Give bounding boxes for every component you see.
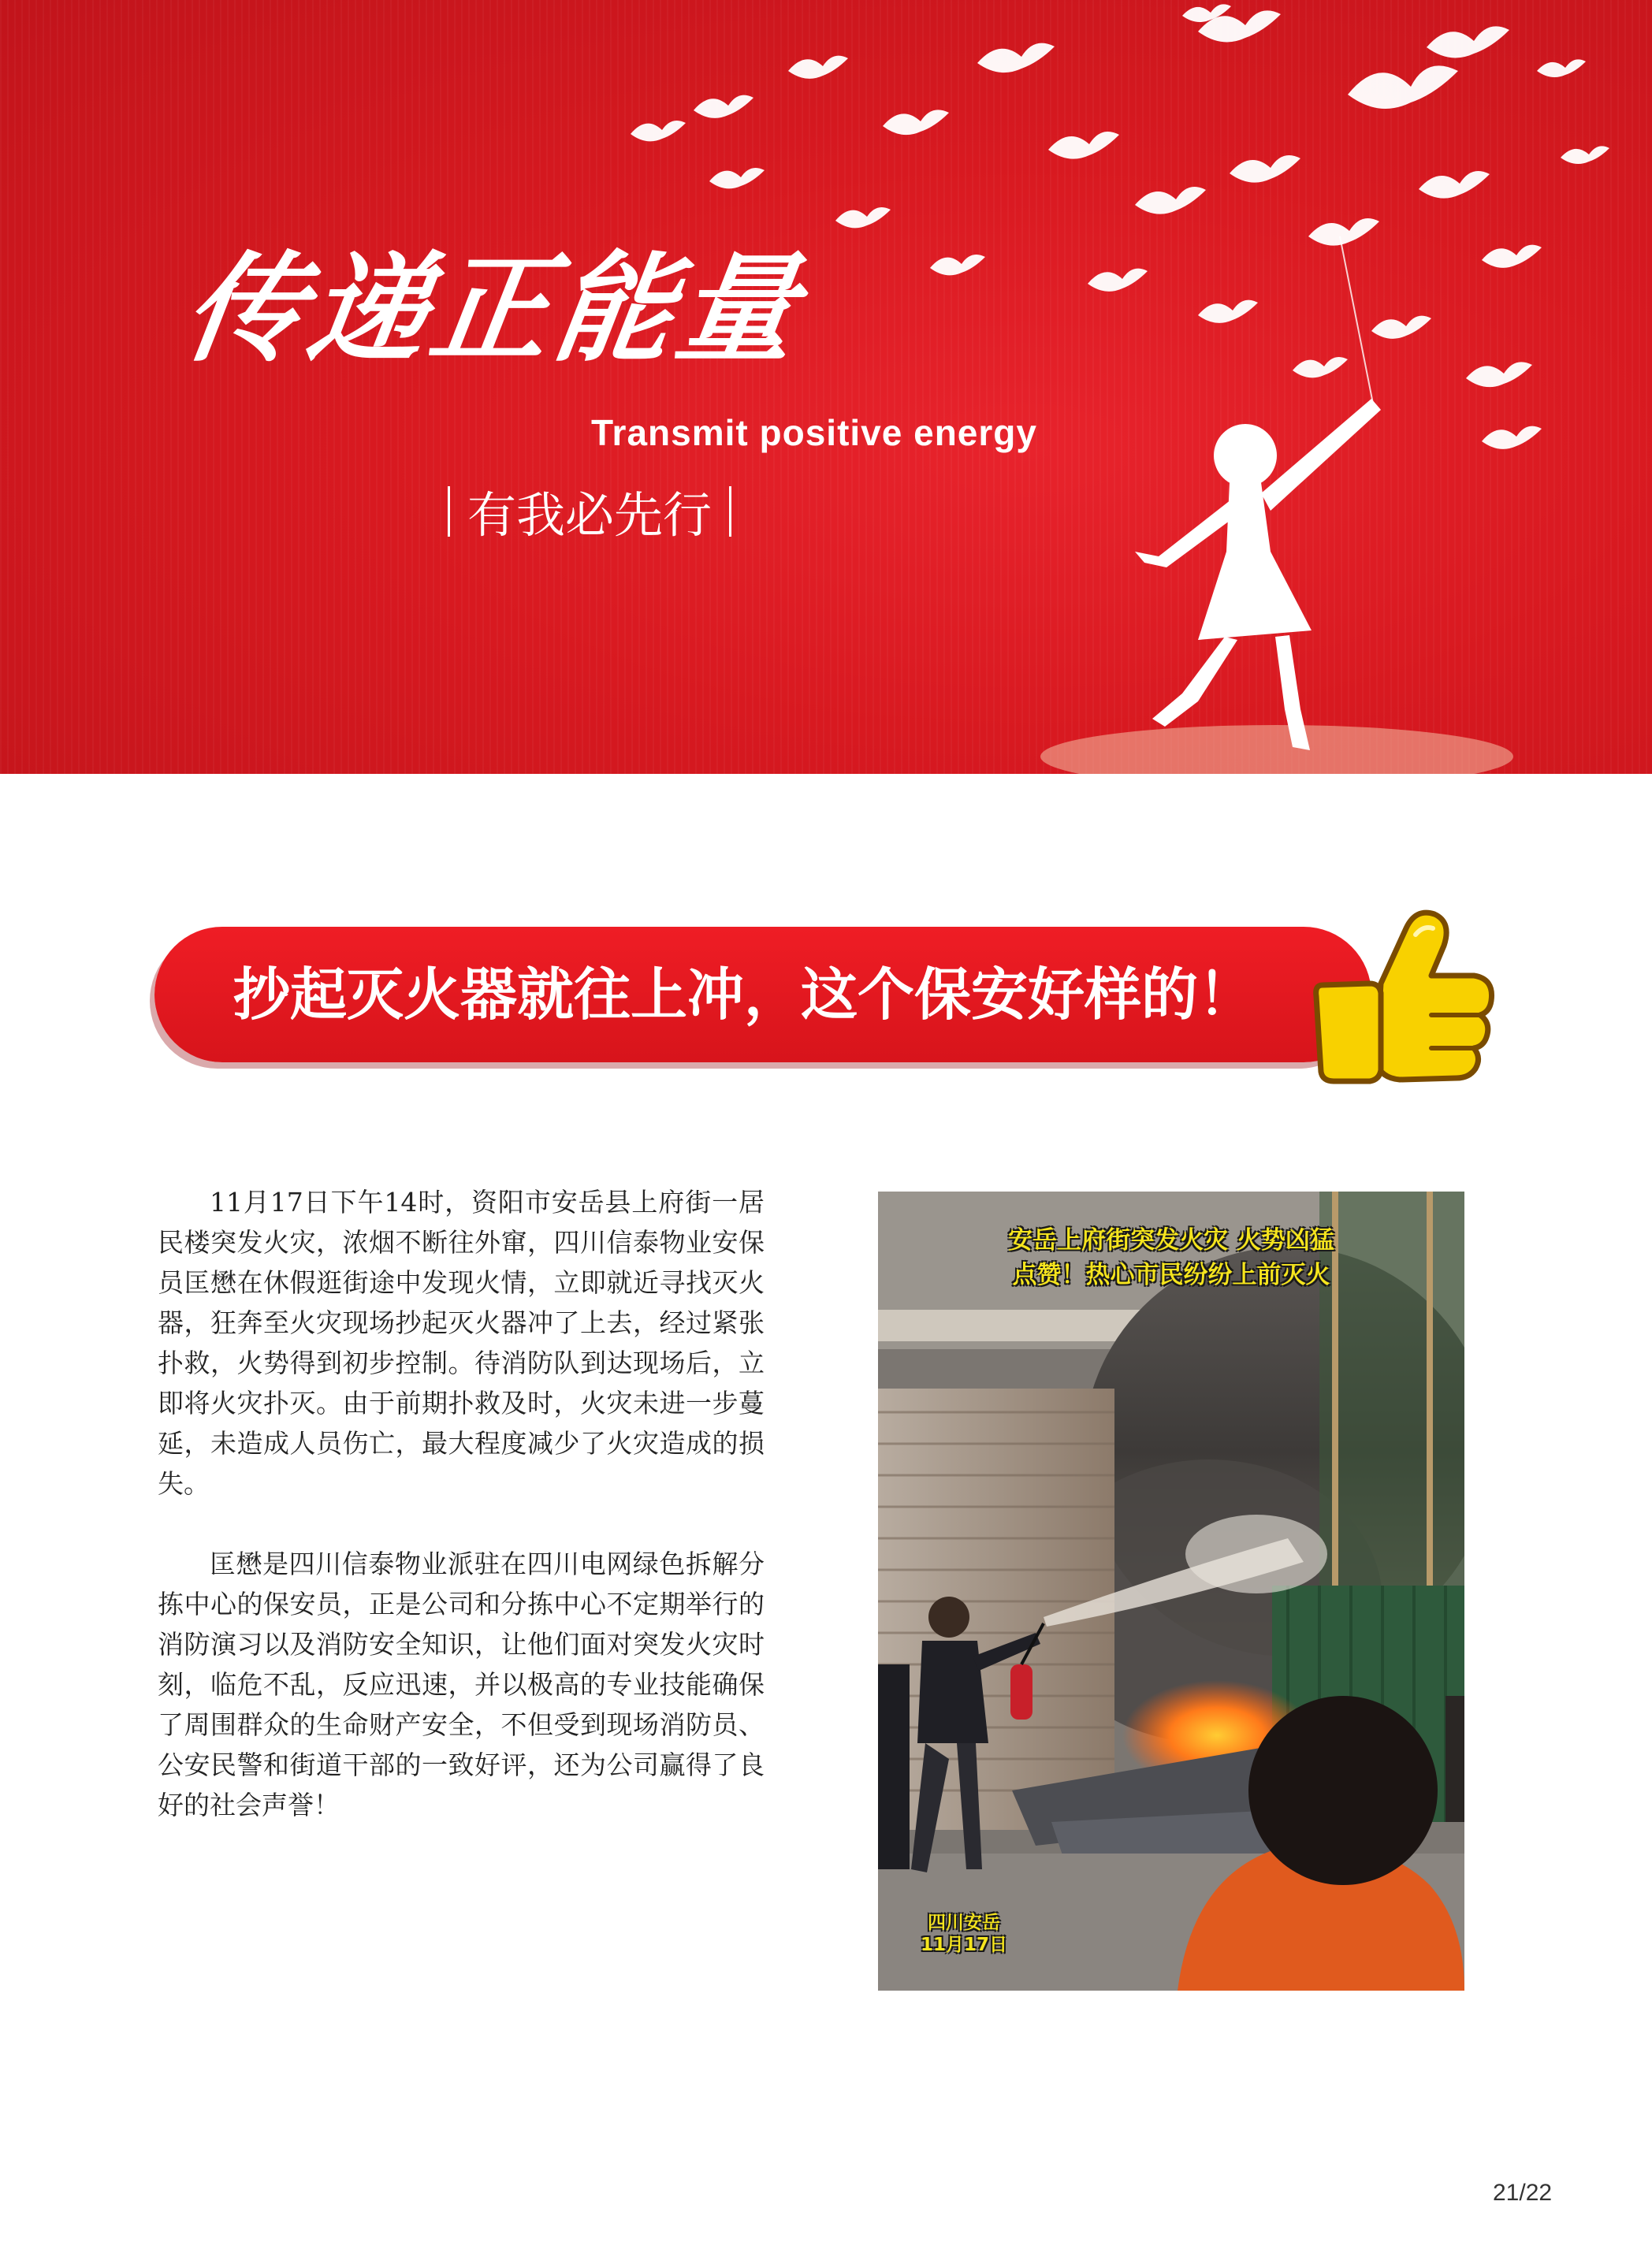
- photo-caption-line-1: 安岳上府街突发火灾 火势凶猛: [1008, 1226, 1334, 1255]
- banner-tagline-text: 有我必先行: [467, 486, 713, 544]
- fire-scene-illustration: [878, 1192, 1464, 1991]
- photo-date-stamp: [921, 1912, 1007, 1956]
- photo-caption: [878, 1223, 1464, 1292]
- banner-subtitle-english: Transmit positive energy: [591, 412, 1037, 453]
- photo-stamp-location: 四川安岳: [928, 1913, 1000, 1933]
- photo-caption-line-2: 点赞！热心市民纷纷上前灭火: [1012, 1261, 1330, 1289]
- page-number: 21/22: [1493, 2180, 1553, 2206]
- fire-scene-photo: [878, 1192, 1464, 1991]
- banner: [0, 0, 1652, 774]
- girl-silhouette-icon: [1135, 399, 1381, 750]
- banner-title: 传递正能量: [176, 241, 811, 378]
- photo-stamp-date: 11月17日: [921, 1935, 1008, 1955]
- banner-illustration: [0, 0, 1652, 774]
- tagline-left-divider: [448, 486, 450, 537]
- banner-tagline: [448, 476, 731, 546]
- article-paragraph-2: 匡懋是四川信泰物业派驻在四川电网绿色拆解分拣中心的保安员，正是公司和分拣中心不定期举行的消防演习以及消防安全知识，让他们面对突发火灾时刻，临危不乱，反应迅速，并以极高的专业技能确保了周围群众的生命财产安全，不但受到现场消防员、公安民警和街道干部的一致好评，还为公司赢得了良好的社会声誉！: [158, 1549, 765, 1820]
- article-paragraph-1: 11月17日下午14时，资阳市安岳县上府街一居民楼突发火灾，浓烟不断往外窜，四川信泰物业安保员匡懋在休假逛街途中发现火情，立即就近寻找灭火器，狂奔至火灾现场抄起灭火器冲了上去，经过紧张扑救，火势得到初步控制。待消防队到达现场后，立即将火灾扑灭。由于前期扑救及时，火灾未进一步蔓延，未造成人员伤亡，最大程度减少了火灾造成的损失。: [158, 1187, 765, 1499]
- article-body: [158, 1182, 765, 1865]
- flying-birds-icon: [631, 4, 1609, 449]
- headline-title: 抄起灭火器就往上冲，这个保安好样的！: [233, 961, 1256, 1028]
- tagline-right-divider: [729, 486, 731, 537]
- thumbs-up-icon: [1305, 897, 1502, 1086]
